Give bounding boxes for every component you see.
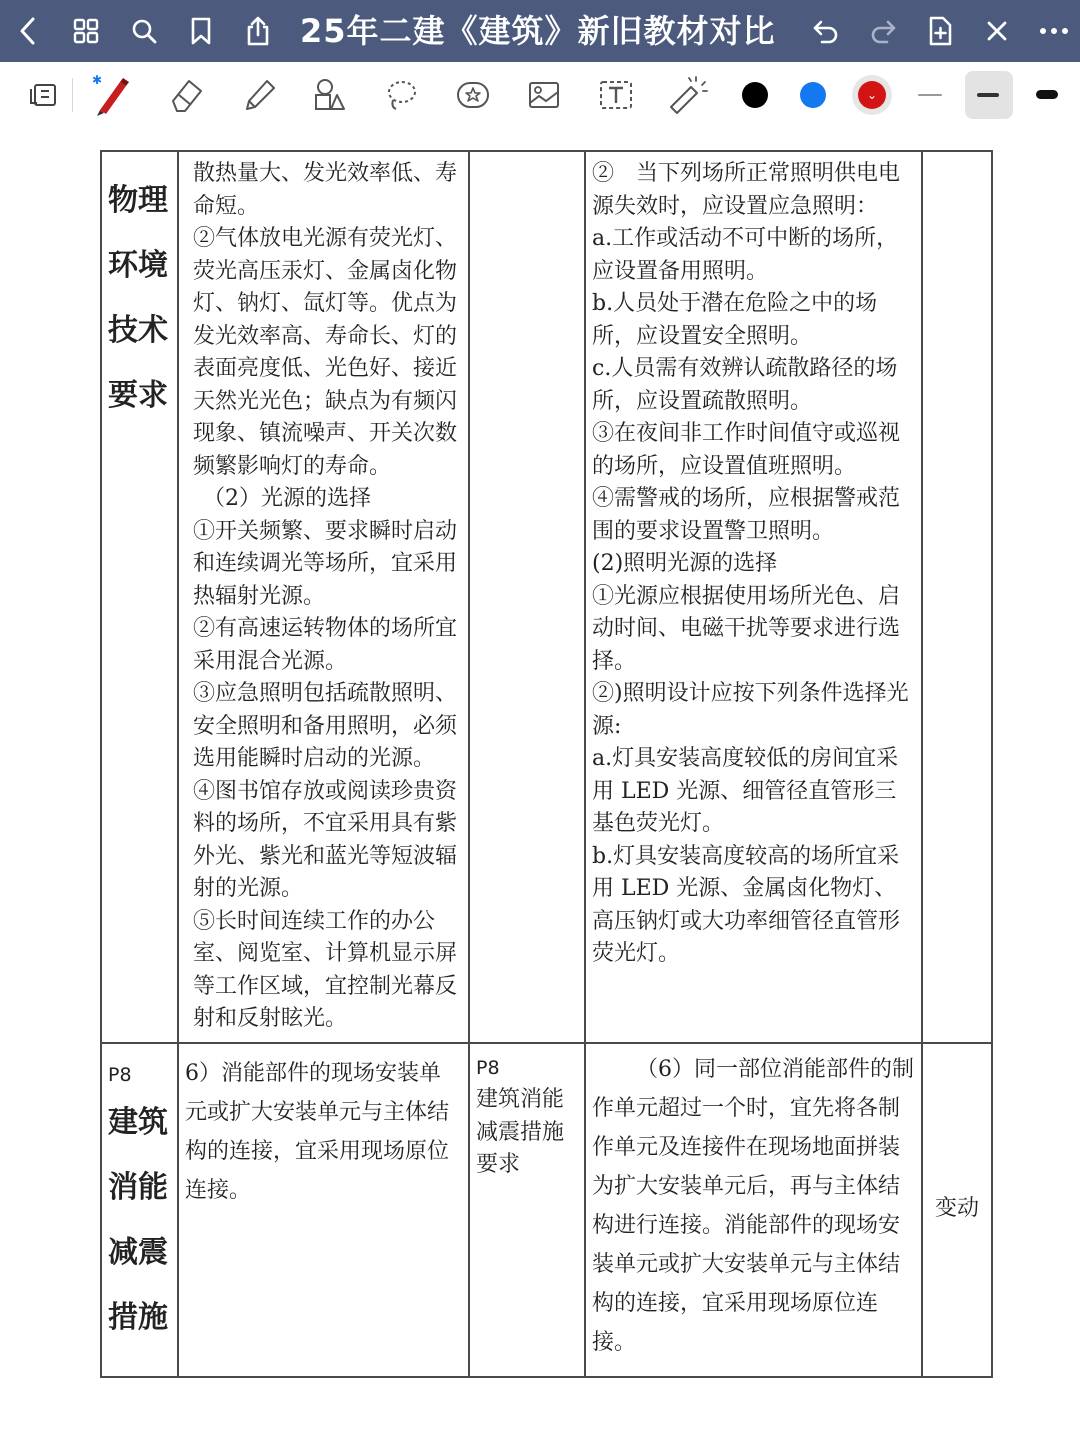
more-icon[interactable] [1034, 11, 1074, 51]
old-text-cell: 散热量大、发光效率低、寿命短。 ②气体放电光源有荧光灯、荧光高压汞灯、金属卤化物灯、钠灯、氙灯等。优点为发光效率高、寿命长、灯的表面亮度低、光色好、接近天然光光色；缺点为有频闪现象、镇流噪声、开关次数频繁影响灯的寿命。 （2）光源的选择 ①开关频繁、要求瞬时启动和连续调光等场所，宜采用热辐射光源。 ②有高速运转物体的场所宜采用混合光源。 ③应急照明包括疏散照明、安全照明和备用照明，必须选用能瞬时启动的光源。 ④图书馆存放或阅读珍贵资料的场所，不宜采用具有紫外光、紫光和蓝光等短波辐射的光源。 ⑤长时间连续工作的办公室、阅览室、计算机显示屏等工作区域，宜控制光幕反射和反射眩光。 [178, 151, 469, 1043]
color-blue[interactable] [790, 72, 836, 118]
image-icon[interactable] [521, 72, 567, 118]
lasso-icon[interactable] [378, 72, 424, 118]
share-icon[interactable] [238, 11, 278, 51]
title-bar [0, 0, 1080, 62]
new-text-cell: （6）同一部位消能部件的制作单元超过一个时，宜先将各制作单元及连接件在现场地面拼装为扩大安装单元后，再与主体结构进行连接。消能部件的现场安装单元或扩大安装单元与主体结构的连接，宜采用现场原位连接。 [585, 1043, 922, 1377]
shapes-icon[interactable] [306, 72, 352, 118]
highlighter-icon[interactable] [236, 72, 282, 118]
chevron-down-icon: ⌄ [858, 81, 886, 109]
add-page-icon[interactable] [920, 11, 960, 51]
svg-text:✱: ✱ [92, 73, 103, 87]
table-row [101, 1043, 992, 1377]
new-section-cell [469, 151, 585, 1043]
color-red-selected[interactable] [849, 72, 895, 118]
document-title: 25年二建《建筑》新旧教材对比 [300, 12, 776, 50]
document-page[interactable] [0, 128, 1080, 1440]
stroke-thick[interactable] [1025, 72, 1071, 118]
category-cell: 物理 环境 技术 要求 [101, 151, 178, 1043]
new-text-cell: ② 当下列场所正常照明供电电源失效时，应设置应急照明： a.工作或活动不可中断的场所，应设置备用照明。 b.人员处于潜在危险之中的场所，应设置安全照明。 c.人员需有效辨认疏散路径的场所，应设置疏散照明。 ③在夜间非工作时间值守或巡视的场所，应设置值班照明。 ④需警戒的场所，应根据警戒范围的要求设置警卫照明。 (2)照明光源的选择 ①光源应根据使用场所光色、启动时间、电磁干扰等要求进行选择。 ②)照明设计应按下列条件选择光源: a.灯具安装高度较低的房间宜采用 LED 光源、细管径直管形三基色荧光灯。 b.灯具安装高度较高的场所宜采用 LED 光源、金属卤化物灯、高压钠灯或大功率细管径直管形荧光灯。 [585, 151, 922, 1043]
toolbar-divider [72, 78, 73, 112]
category-cell: P8 建筑 消能 减震 措施 [101, 1043, 178, 1377]
table-row [101, 151, 992, 1043]
close-icon[interactable] [977, 11, 1017, 51]
change-cell [922, 1043, 992, 1377]
undo-icon[interactable] [806, 11, 846, 51]
redo-icon[interactable] [863, 11, 903, 51]
laser-pointer-icon[interactable] [664, 72, 710, 118]
change-cell [922, 151, 992, 1043]
new-section-cell: P8 建筑消能减震措施要求 [469, 1043, 585, 1377]
grid-icon[interactable] [66, 11, 106, 51]
eraser-icon[interactable] [164, 72, 210, 118]
search-icon[interactable] [124, 11, 164, 51]
layout-icon[interactable] [20, 72, 66, 118]
pen-icon[interactable] [90, 72, 136, 118]
comparison-table [100, 150, 993, 1378]
sticker-icon[interactable] [450, 72, 496, 118]
color-black[interactable] [732, 72, 778, 118]
text-icon[interactable] [593, 72, 639, 118]
bookmark-icon[interactable] [181, 11, 221, 51]
change-label: 变动 [934, 1196, 979, 1222]
stroke-thin[interactable] [908, 72, 954, 118]
old-text-cell: 6）消能部件的现场安装单元或扩大安装单元与主体结构的连接，宜采用现场原位连接。 [178, 1043, 469, 1377]
stroke-medium[interactable] [965, 71, 1013, 119]
back-icon[interactable] [8, 11, 48, 51]
drawing-toolbar [0, 62, 1080, 128]
